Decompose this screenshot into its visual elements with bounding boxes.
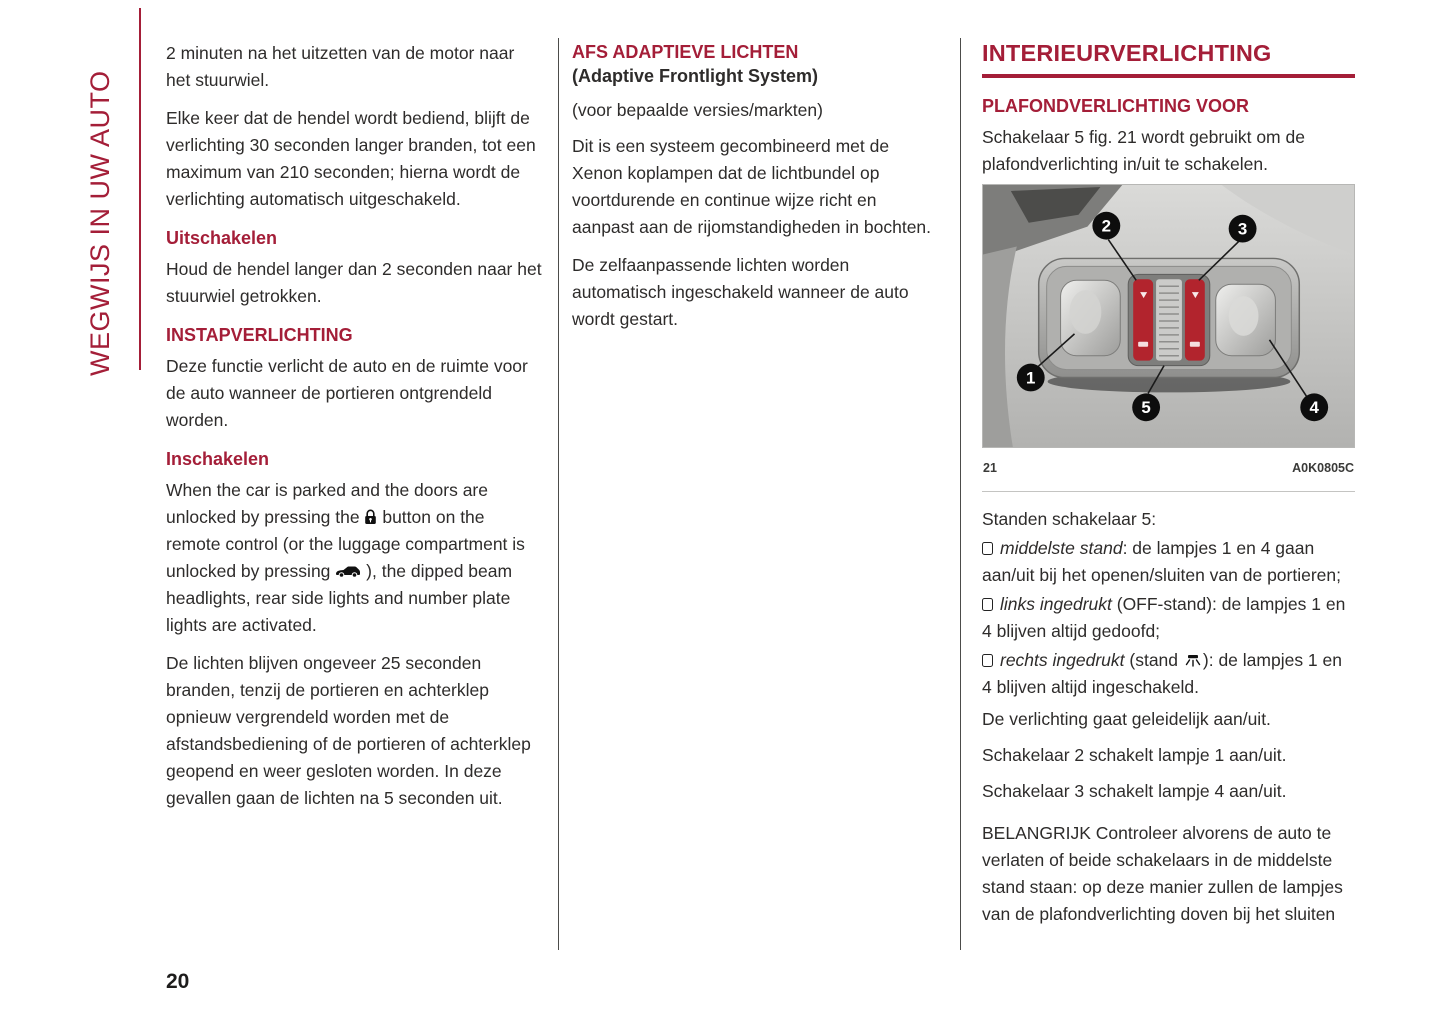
paragraph: De zelfaanpassende lichten worden automatisch ingeschakeld wanneer de auto wordt gestart. (572, 255, 909, 329)
paragraph: Dit is een systeem gecombineerd met de Xenon koplampen dat de lichtbundel op voortdurende en continue wijze richt en aanpast aan de rijomstandigheden in bochten. (572, 136, 932, 237)
text-run-italic: middelste stand (1000, 538, 1123, 558)
lens-highlight-right (1229, 296, 1259, 336)
column-divider-2 (960, 38, 961, 950)
text-run-italic: links ingedrukt (1000, 594, 1112, 614)
callout-badge-2 (1092, 212, 1120, 240)
lock-icon (364, 509, 377, 525)
square-bullet-icon (982, 542, 993, 555)
text-run: : de lampjes 1 en 4 gaan aan/uit bij het openen/sluiten van de portieren; (982, 538, 1342, 585)
figure-caption (982, 448, 1355, 492)
square-bullet-icon (982, 598, 993, 611)
text-run: button on the remote control (or the luggage compartment is unlocked by pressing (166, 507, 525, 581)
column-2 (572, 40, 940, 344)
list-item-links-ingedrukt (982, 591, 1355, 645)
text-run-italic: rechts ingedrukt (1000, 650, 1125, 670)
svg-text:1: 1 (1026, 368, 1036, 388)
paragraph: Deze functie verlicht de auto en de ruimte voor de auto wanneer de portieren ontgrendeld worden. (166, 356, 528, 430)
text-run: ), the dipped beam headlights, rear side lights and number plate lights are activated. (166, 561, 513, 635)
list-item-middelste-stand (982, 535, 1355, 589)
heading-rule (982, 74, 1355, 78)
svg-text:2: 2 (1101, 216, 1112, 236)
paragraph: Elke keer dat de hendel wordt bediend, blijft de verlichting 30 seconden langer branden, tot een maximum van 210 seconden; hierna wordt de verlichting automatisch uitgeschakeld. (166, 108, 536, 209)
column-1 (166, 40, 542, 823)
paragraph: Standen schakelaar 5: (982, 509, 1157, 529)
figure-number: 21 (983, 461, 997, 475)
paragraph: (voor bepaalde versies/markten) (572, 100, 823, 120)
callout-badge-4 (1300, 393, 1328, 421)
paragraph: Schakelaar 5 fig. 21 wordt gebruikt om de plafondverlichting in/uit te schakelen. (982, 127, 1305, 174)
heading-plafondverlichting-voor: PLAFONDVERLICHTING VOOR (982, 96, 1250, 116)
page-number: 20 (166, 970, 190, 993)
car-boot-icon (335, 565, 361, 578)
paragraph: Schakelaar 3 schakelt lampje 4 aan/uit. (982, 781, 1287, 801)
heading-inschakelen: Inschakelen (166, 449, 270, 469)
paragraph: 2 minuten na het uitzetten van de motor naar het stuurwiel. (166, 43, 515, 90)
sidebar-rule (139, 8, 141, 370)
callout-badge-1 (1017, 364, 1045, 392)
overhead-console-photo (982, 184, 1355, 448)
column-divider-1 (558, 38, 559, 950)
text-run: ): de lampjes 1 en 4 blijven altijd ingeschakeld. (982, 650, 1342, 697)
paragraph: Houd de hendel langer dan 2 seconden naar het stuurwiel getrokken. (166, 259, 542, 306)
paragraph: De lichten blijven ongeveer 25 seconden branden, tenzij de portieren en achterklep opnieuw vergrendeld worden met de afstandsbediening of de portieren of achterklep geopend en weer gesloten worden. In deze gevallen gaan de lichten na 5 seconden uit. (166, 653, 531, 808)
callout-badge-3 (1229, 215, 1257, 243)
heading-uitschakelen: Uitschakelen (166, 228, 278, 248)
paragraph: De verlichting gaat geleidelijk aan/uit. (982, 709, 1271, 729)
svg-text:5: 5 (1141, 398, 1151, 418)
figure-code: A0K0805C (1292, 461, 1354, 475)
paragraph: Schakelaar 2 schakelt lampje 1 aan/uit. (982, 745, 1287, 765)
lens-highlight-left (1070, 290, 1102, 334)
text-run: (OFF-stand): de lampjes 1 en 4 blijven altijd gedoofd; (982, 594, 1346, 641)
paragraph-with-icons (166, 477, 542, 639)
roof-light-icon (1183, 654, 1203, 668)
text-run: (stand (1124, 650, 1179, 670)
square-bullet-icon (982, 654, 993, 667)
heading-adaptive-frontlight-system: (Adaptive Frontlight System) (572, 66, 819, 86)
heading-instapverlichting: INSTAPVERLICHTING (166, 325, 353, 345)
list-item-rechts-ingedrukt (982, 647, 1355, 701)
chapter-sidebar-label: WEGWIJS IN UW AUTO (85, 70, 115, 376)
column-3 (982, 40, 1355, 939)
figure-21-overhead-console (982, 184, 1355, 492)
text-run: When the car is parked and the doors are unlocked by pressing the (166, 480, 488, 527)
paragraph-belangrijk: BELANGRIJK Controleer alvorens de auto te verlaten of beide schakelaars in de middelste stand staan: op deze manier zullen de lampjes van de plafondverlichting doven bij het sluiten (982, 823, 1343, 924)
callout-badge-5 (1132, 393, 1160, 421)
svg-text:4: 4 (1309, 398, 1319, 418)
svg-text:3: 3 (1237, 219, 1248, 239)
switch-cluster (1128, 274, 1210, 365)
heading-interieurverlichting: INTERIEURVERLICHTING (982, 40, 1272, 66)
heading-afs-adaptieve-lichten: AFS ADAPTIEVE LICHTEN (572, 42, 799, 62)
